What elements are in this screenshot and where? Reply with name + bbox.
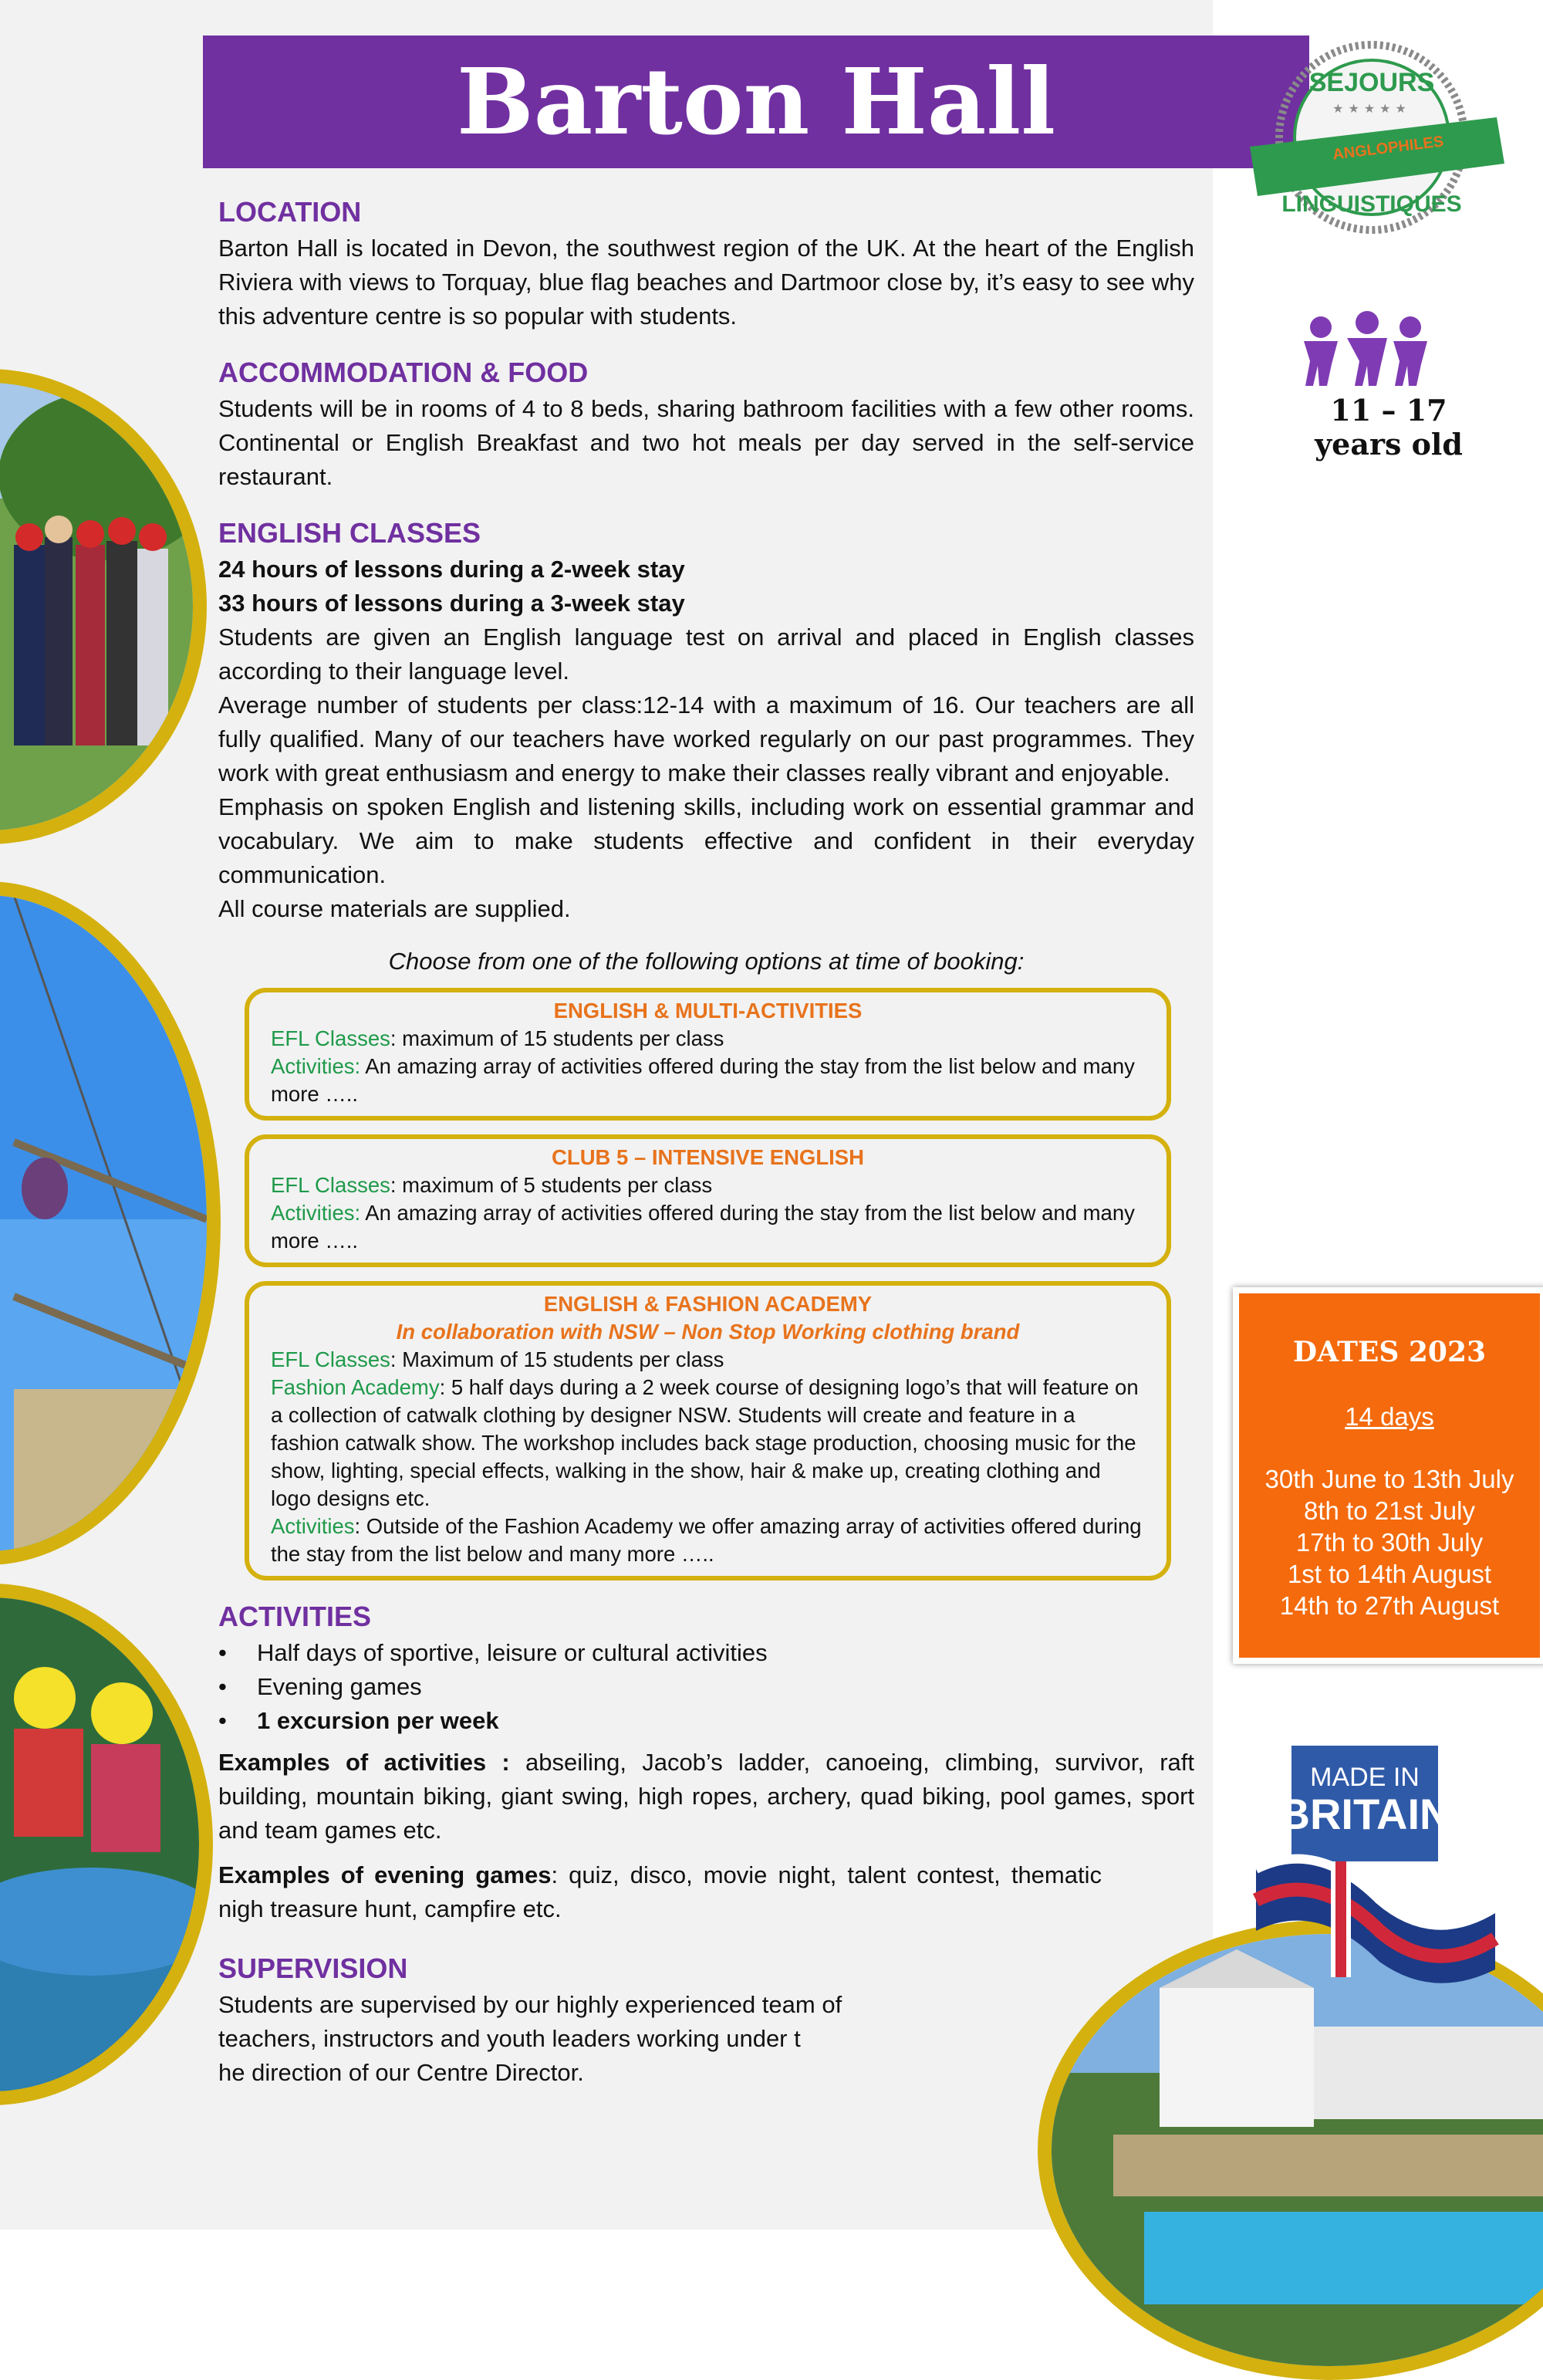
location-section — [218, 193, 1194, 333]
option-club-5 — [245, 1134, 1171, 1267]
sejours-linguistiques-stamp — [1242, 37, 1512, 238]
location-heading: LOCATION — [218, 196, 362, 228]
bullet: • — [218, 1673, 227, 1700]
date-item: 17th to 30th July — [1295, 1528, 1484, 1557]
activity-item-text: Half days of sportive, leisure or cultural activities — [257, 1639, 768, 1666]
option-1-efl — [271, 1025, 1145, 1053]
option-3-efl — [271, 1346, 1145, 1374]
option-1-title: ENGLISH & MULTI-ACTIVITIES — [553, 999, 863, 1023]
bullet: • — [218, 1707, 227, 1734]
activities-label: Activities — [271, 1514, 355, 1538]
dates-title: DATES 2023 — [1292, 1336, 1487, 1368]
britain-text: BRITAIN — [1278, 1790, 1451, 1838]
english-classes-heading: ENGLISH CLASSES — [218, 517, 481, 549]
accommodation-section — [218, 353, 1194, 494]
english-paragraph-3: Emphasis on spoken English and listening skills, including work on essential grammar and vocabulary. We aim to make students effective and confident in their everyday communication. — [218, 793, 1194, 888]
bullet: • — [218, 1639, 227, 1666]
supervision-heading: SUPERVISION — [218, 1952, 408, 1984]
date-item: 8th to 21st July — [1304, 1496, 1475, 1525]
children-group-icon — [1296, 310, 1435, 387]
activities-list — [218, 1636, 1194, 1738]
efl-label: EFL Classes — [271, 1347, 390, 1371]
age-range-label: years old — [1315, 427, 1463, 461]
english-classes-section — [218, 514, 1194, 926]
location-text: Barton Hall is located in Devon, the southwest region of the UK. At the heart of the English Riviera with views to Torquay, blue flag beaches and Dartmoor close by, it’s easy to see why this adventure centre is so popular with students. — [218, 235, 1194, 330]
efl-text: : Maximum of 15 students per class — [390, 1347, 724, 1371]
activities-label: Activities: — [271, 1054, 361, 1078]
date-item: 1st to 14th August — [1287, 1560, 1492, 1588]
examples-text: abseiling, Jacob’s ladder, canoeing, climbing, survivor, raft building, mountain biking, giant swing, high ropes, archery, quad biking, pool games, sport and team games etc. — [218, 1749, 1194, 1844]
activities-text: An amazing array of activities offered during the stay from the list below and many more ….. — [271, 1054, 1135, 1106]
date-item: 14th to 27th August — [1279, 1591, 1500, 1620]
fashion-label: Fashion Academy — [271, 1375, 440, 1399]
evening-label: Examples of evening games — [218, 1861, 552, 1888]
option-3-title: ENGLISH & FASHION ACADEMY — [543, 1292, 873, 1316]
english-paragraph-4: All course materials are supplied. — [218, 895, 571, 922]
efl-text: : maximum of 5 students per class — [390, 1173, 713, 1197]
stamp-top-text: SEJOURS — [1308, 68, 1435, 97]
made-in-text: MADE IN — [1310, 1763, 1420, 1792]
options-intro: Choose from one of the following options at time of booking: — [388, 948, 1025, 975]
accommodation-heading: ACCOMMODATION & FOOD — [218, 357, 589, 388]
building-photo-image — [1052, 1934, 1543, 2366]
option-fashion-academy — [245, 1281, 1171, 1580]
age-range-value: 11 – 17 — [1330, 393, 1447, 428]
efl-text: : maximum of 15 students per class — [390, 1026, 724, 1050]
stamp-bottom-text: LINGUISTIQUES — [1281, 191, 1462, 217]
dates-box — [1233, 1287, 1543, 1664]
list-item — [218, 1670, 1194, 1704]
english-paragraph-1: Students are given an English language test on arrival and placed in English classes according to their language level. — [218, 624, 1194, 685]
stamp-band-text: ANGLOPHILES — [1332, 133, 1445, 164]
option-2-title: CLUB 5 – INTENSIVE ENGLISH — [552, 1145, 864, 1169]
dates-duration: 14 days — [1345, 1402, 1434, 1431]
efl-label: EFL Classes — [271, 1173, 390, 1197]
activities-section — [218, 1597, 1194, 1926]
efl-label: EFL Classes — [271, 1026, 390, 1050]
supervision-line-1: Students are supervised by our highly experienced team of — [218, 1991, 842, 2018]
activity-item-text: Evening games — [257, 1673, 422, 1700]
fashion-text: : 5 half days during a 2 week course of designing logo’s that will feature on a collection of catwalk clothing by designer NSW. Students will create and feature in a fashion catwalk show. The workshop includes back stage production, choosing music for the show, lighting, special effects, walking in the show, hair & make up, creating clothing and logo designs etc. — [271, 1375, 1139, 1510]
evening-games-examples — [218, 1858, 1194, 1926]
activity-item-text: 1 excursion per week — [257, 1707, 499, 1734]
accommodation-text: Students will be in rooms of 4 to 8 beds, sharing bathroom facilities with a few other rooms. Continental or English Breakfast and two hot meals per day served in the self-service restaurant. — [218, 395, 1194, 490]
date-item: 30th June to 13th July — [1264, 1465, 1514, 1493]
stamp-stars: ★★★★★ — [1332, 101, 1411, 116]
examples-label: Examples of activities : — [218, 1749, 510, 1776]
evening-text: : quiz, disco, movie night, talent contest, thematic nigh treasure hunt, campfire etc. — [218, 1861, 1102, 1922]
supervision-line-2: teachers, instructors and youth leaders working under t — [218, 2025, 801, 2052]
list-item — [218, 1636, 1194, 1670]
made-in-britain-badge — [1248, 1746, 1503, 1985]
list-item — [218, 1704, 1194, 1738]
option-3-activities — [271, 1513, 1145, 1568]
lessons-two-week: 24 hours of lessons during a 2-week stay — [218, 556, 685, 583]
option-3-fashion — [271, 1374, 1145, 1513]
option-2-activities — [271, 1199, 1145, 1255]
main-content — [218, 193, 1194, 2090]
option-multi-activities — [245, 988, 1171, 1121]
page-title: Barton Hall — [456, 48, 1056, 155]
option-2-efl — [271, 1171, 1145, 1199]
activities-examples — [218, 1746, 1194, 1848]
activities-text: : Outside of the Fashion Academy we offer amazing array of activities offered during the stay from the list below and many more ….. — [271, 1514, 1142, 1566]
activities-heading: ACTIVITIES — [218, 1601, 372, 1632]
supervision-line-3: he direction of our Centre Director. — [218, 2059, 584, 2086]
option-3-subtitle: In collaboration with NSW – Non Stop Working clothing brand — [396, 1320, 1020, 1344]
lessons-three-week: 33 hours of lessons during a 3-week stay — [218, 590, 685, 617]
english-paragraph-2: Average number of students per class:12-14 with a maximum of 16. Our teachers are all fully qualified. Many of our teachers have worked regularly on our past programmes. They work with great enthusiasm and energy to make their classes really vibrant and enjoyable. — [218, 691, 1194, 786]
supervision-section — [218, 1949, 1194, 2090]
activities-text: An amazing array of activities offered during the stay from the list below and many more ….. — [271, 1201, 1135, 1253]
option-1-activities — [271, 1053, 1145, 1108]
activities-label: Activities: — [271, 1201, 361, 1225]
age-range — [1304, 394, 1474, 461]
